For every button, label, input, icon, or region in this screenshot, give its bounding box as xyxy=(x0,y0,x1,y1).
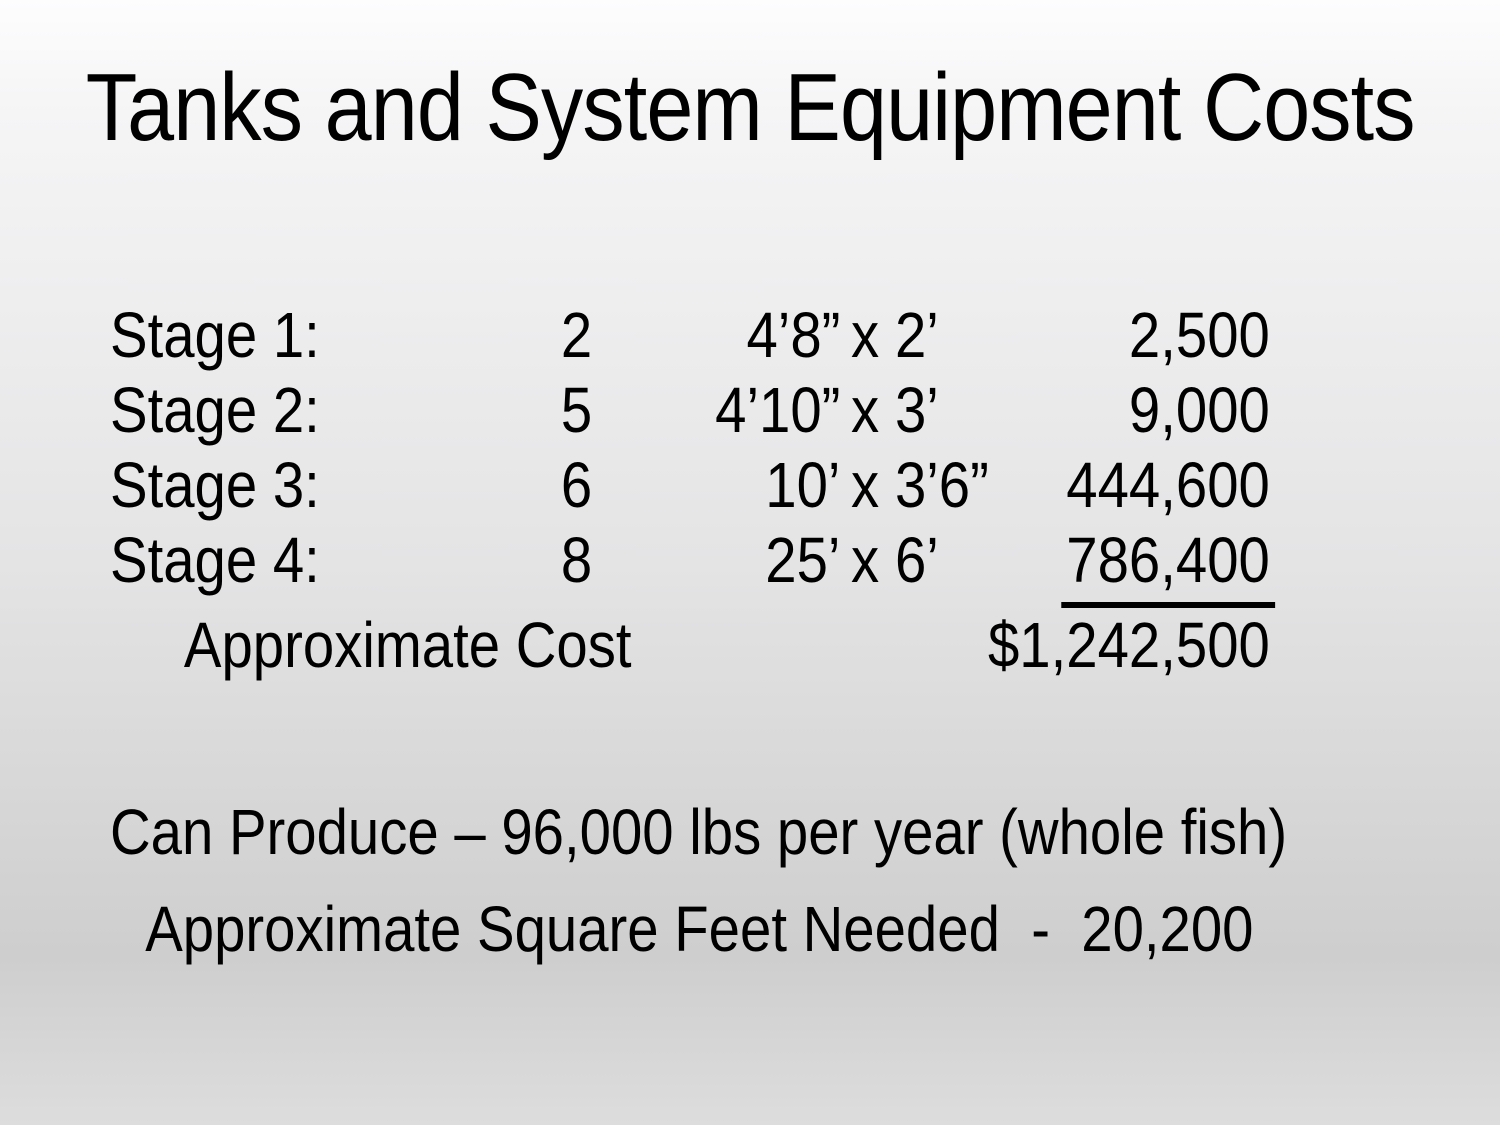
dimension-left: 4’10” xyxy=(715,374,841,446)
stage-label: Stage 2: xyxy=(110,374,320,446)
slide-content xyxy=(0,52,1500,1125)
table-row xyxy=(110,523,1270,608)
table-row xyxy=(110,448,1270,523)
total-row xyxy=(110,608,1270,683)
cost-value: 444,600 xyxy=(1066,449,1270,521)
stage-label: Stage 1: xyxy=(110,299,320,371)
cost-value: 9,000 xyxy=(1128,374,1270,446)
dimension-right: 2’ xyxy=(894,299,939,371)
total-value: $1,242,500 xyxy=(987,609,1270,681)
tank-count: 5 xyxy=(560,374,593,446)
tank-count: 6 xyxy=(560,449,593,521)
cost-table xyxy=(110,298,1270,683)
total-label: Approximate Cost xyxy=(183,609,632,681)
dimension-left: 10’ xyxy=(765,449,841,521)
production-note: Can Produce – 96,000 lbs per year (whole fish) xyxy=(110,796,1288,868)
dimension-left: 25’ xyxy=(765,524,841,596)
dimension-left: 4’8” xyxy=(746,299,841,371)
stage-label: Stage 3: xyxy=(110,449,320,521)
dimension-separator: x xyxy=(850,374,880,446)
dimension-right: 3’6” xyxy=(894,449,989,521)
table-row xyxy=(110,298,1270,373)
tank-count: 8 xyxy=(560,524,593,596)
dimension-separator: x xyxy=(850,524,880,596)
dimension-right: 6’ xyxy=(894,524,939,596)
table-row xyxy=(110,373,1270,448)
cost-value: 2,500 xyxy=(1128,299,1270,371)
cost-value xyxy=(1039,523,1270,608)
subtotal-underline: 786,400 xyxy=(1061,523,1275,608)
tank-count: 2 xyxy=(560,299,593,371)
stage-label: Stage 4: xyxy=(110,524,320,596)
slide-title: Tanks and System Equipment Costs xyxy=(85,54,1415,161)
dimension-separator: x xyxy=(850,449,880,521)
square-feet-note: Approximate Square Feet Needed - 20,200 xyxy=(145,893,1254,965)
dimension-separator: x xyxy=(850,299,880,371)
dimension-right: 3’ xyxy=(894,374,939,446)
